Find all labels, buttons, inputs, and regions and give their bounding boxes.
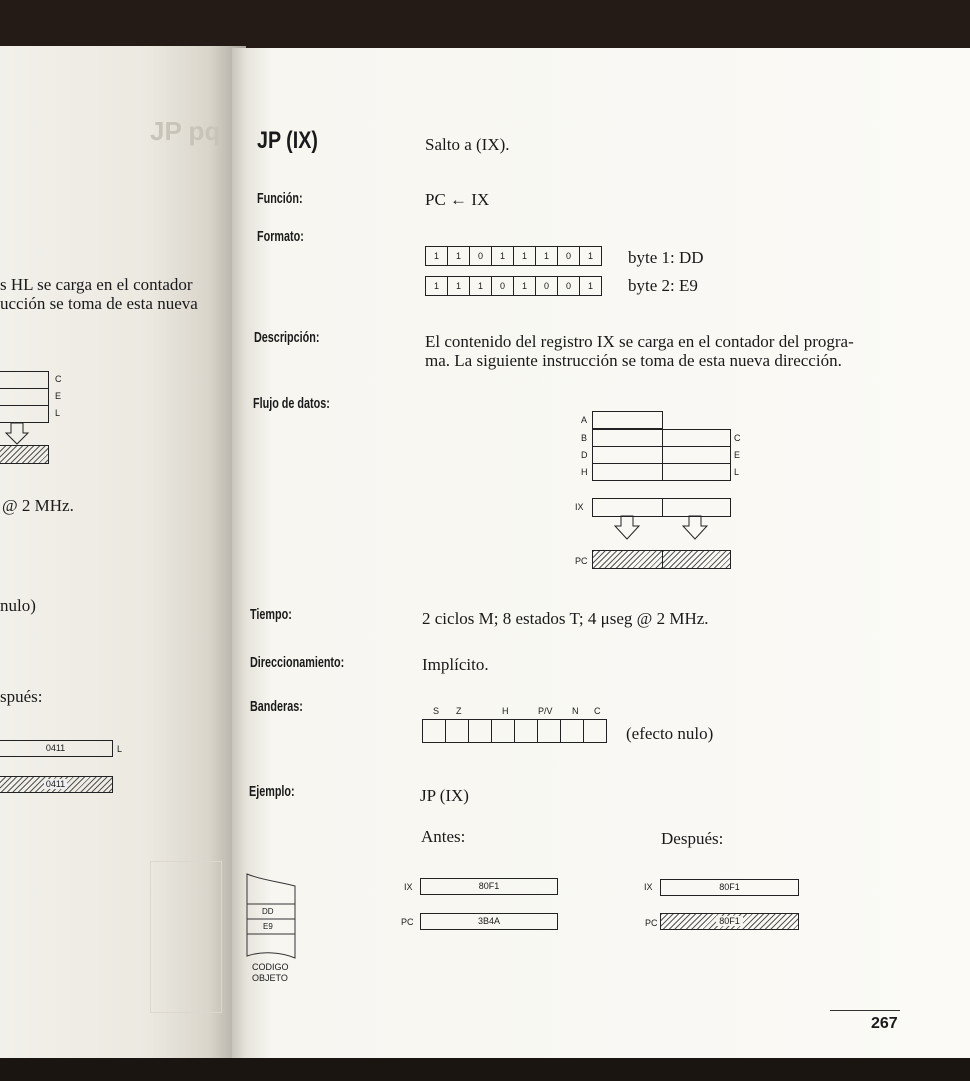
left-pc-value: 0411 — [45, 779, 66, 789]
register-label-h: H — [581, 467, 588, 477]
byte2-bit: 0 — [558, 277, 580, 295]
left-reg-box-l — [0, 405, 49, 423]
flag-cell — [538, 720, 561, 742]
left-down-arrow-icon — [4, 422, 30, 446]
heading-banderas: Banderas: — [250, 698, 303, 715]
heading-direccionamiento: Direccionamiento: — [250, 654, 345, 671]
left-pc-value-box — [0, 776, 113, 793]
register-c-box — [662, 429, 731, 447]
flag-register — [422, 719, 607, 743]
byte2-bit: 1 — [426, 277, 448, 295]
flag-label-h: H — [502, 706, 509, 716]
register-d-box — [592, 446, 663, 464]
flag-cell — [561, 720, 584, 742]
register-l-box — [662, 463, 731, 481]
flag-label-s: S — [433, 706, 440, 716]
byte2-bit: 1 — [470, 277, 492, 295]
byte1-bit: 0 — [558, 247, 580, 265]
register-label-ix: IX — [575, 502, 584, 512]
example-before-label: Antes: — [421, 827, 466, 846]
description-line-1: El contenido del registro IX se carga en el contador del progra- — [425, 332, 854, 351]
down-arrow-icon — [681, 515, 709, 541]
flags-note: (efecto nulo) — [626, 724, 714, 743]
left-reg-side-label: L — [117, 744, 123, 754]
byte2-bit: 1 — [514, 277, 536, 295]
byte2-bits — [425, 276, 602, 296]
after-pc-box — [660, 913, 799, 930]
after-ix-value: 80F1 — [660, 879, 799, 896]
heading-flujo: Flujo de datos: — [253, 395, 330, 412]
object-code-frame — [246, 872, 296, 960]
after-pc-label: PC — [645, 918, 658, 928]
flag-label-z: Z — [456, 706, 462, 716]
byte1-bit: 1 — [536, 247, 558, 265]
byte1-bit: 1 — [426, 247, 448, 265]
scan-background-top — [0, 0, 970, 52]
register-label-b: B — [581, 433, 588, 443]
object-code-label-1: CODIGO — [252, 962, 289, 972]
instruction-mnemonic: JP (IX) — [257, 127, 318, 154]
register-a-box — [592, 411, 663, 429]
flag-cell — [584, 720, 606, 742]
byte2-bit: 0 — [536, 277, 558, 295]
flag-label-n: N — [572, 706, 579, 716]
function-text: PC ← IX — [425, 190, 490, 209]
byte1-label: byte 1: DD — [628, 248, 704, 267]
left-after-label: spués: — [0, 687, 43, 706]
left-timing: @ 2 MHz. — [2, 496, 74, 515]
after-pc-value: 80F1 — [716, 916, 743, 926]
register-label-d: D — [581, 450, 588, 460]
left-page — [0, 46, 246, 1058]
bleed-through-object-code — [150, 861, 222, 1013]
byte2-bit: 1 — [448, 277, 470, 295]
page-number-rule — [830, 1010, 900, 1011]
register-pc-low-box — [662, 550, 731, 569]
byte1-bit: 0 — [470, 247, 492, 265]
flag-cell — [423, 720, 446, 742]
flag-cell — [515, 720, 538, 742]
left-reg-label-c: C — [55, 374, 62, 384]
flag-cell — [492, 720, 515, 742]
register-h-box — [592, 463, 663, 481]
timing-text: 2 ciclos M; 8 estados T; 4 μseg @ 2 MHz. — [422, 609, 709, 628]
heading-funcion: Función: — [257, 190, 303, 207]
left-reg-label-l: L — [55, 408, 61, 418]
byte1-bits — [425, 246, 602, 266]
byte2-bit: 1 — [587, 281, 593, 291]
before-pc-label: PC — [401, 917, 414, 927]
left-pc-box — [0, 445, 49, 464]
example-instruction: JP (IX) — [420, 786, 469, 805]
flag-cell — [469, 720, 492, 742]
down-arrow-icon — [613, 515, 641, 541]
register-label-c: C — [734, 433, 741, 443]
register-pc-high-box — [592, 550, 663, 569]
byte2-label: byte 2: E9 — [628, 276, 698, 295]
scan-background-bottom — [0, 1058, 970, 1081]
register-e-box — [662, 446, 731, 464]
after-ix-label: IX — [644, 882, 653, 892]
bleed-through-heading: JP pq — [150, 116, 221, 146]
before-ix-label: IX — [404, 882, 413, 892]
byte1-bit: 1 — [492, 247, 514, 265]
heading-descripcion: Descripción: — [254, 329, 320, 346]
flag-cell — [446, 720, 469, 742]
flag-label-pv: P/V — [538, 706, 553, 716]
left-text-line-1: s HL se carga en el contador — [0, 275, 193, 294]
register-b-box — [592, 429, 663, 447]
page-number: 267 — [871, 1015, 898, 1032]
before-ix-value: 80F1 — [420, 878, 558, 895]
left-reg-label-e: E — [55, 391, 62, 401]
byte1-bit: 1 — [587, 251, 593, 261]
heading-formato: Formato: — [257, 228, 304, 245]
register-label-a: A — [581, 415, 588, 425]
before-pc-value: 3B4A — [420, 913, 558, 930]
byte2-bit: 0 — [492, 277, 514, 295]
left-reg-box-c — [0, 371, 49, 389]
object-code-byte-1: DD — [262, 907, 274, 916]
flag-label-c: C — [594, 706, 601, 716]
register-label-pc: PC — [575, 556, 588, 566]
register-label-e: E — [734, 450, 741, 460]
left-reg-box-e — [0, 388, 49, 406]
addressing-text: Implícito. — [422, 655, 489, 674]
left-flags-note: nulo) — [0, 596, 36, 615]
instruction-summary: Salto a (IX). — [425, 135, 510, 154]
byte1-bit: 1 — [514, 247, 536, 265]
left-text-line-2: ucción se toma de esta nueva — [0, 294, 198, 313]
object-code-byte-2: E9 — [263, 922, 273, 931]
object-code-label-2: OBJETO — [252, 973, 288, 983]
heading-tiempo: Tiempo: — [250, 606, 292, 623]
description-line-2: ma. La siguiente instrucción se toma de esta nueva dirección. — [425, 351, 842, 370]
example-after-label: Después: — [661, 829, 724, 848]
register-label-l: L — [734, 467, 740, 477]
byte1-bit: 1 — [448, 247, 470, 265]
left-reg-value: 0411 — [0, 740, 113, 757]
heading-ejemplo: Ejemplo: — [249, 783, 295, 800]
